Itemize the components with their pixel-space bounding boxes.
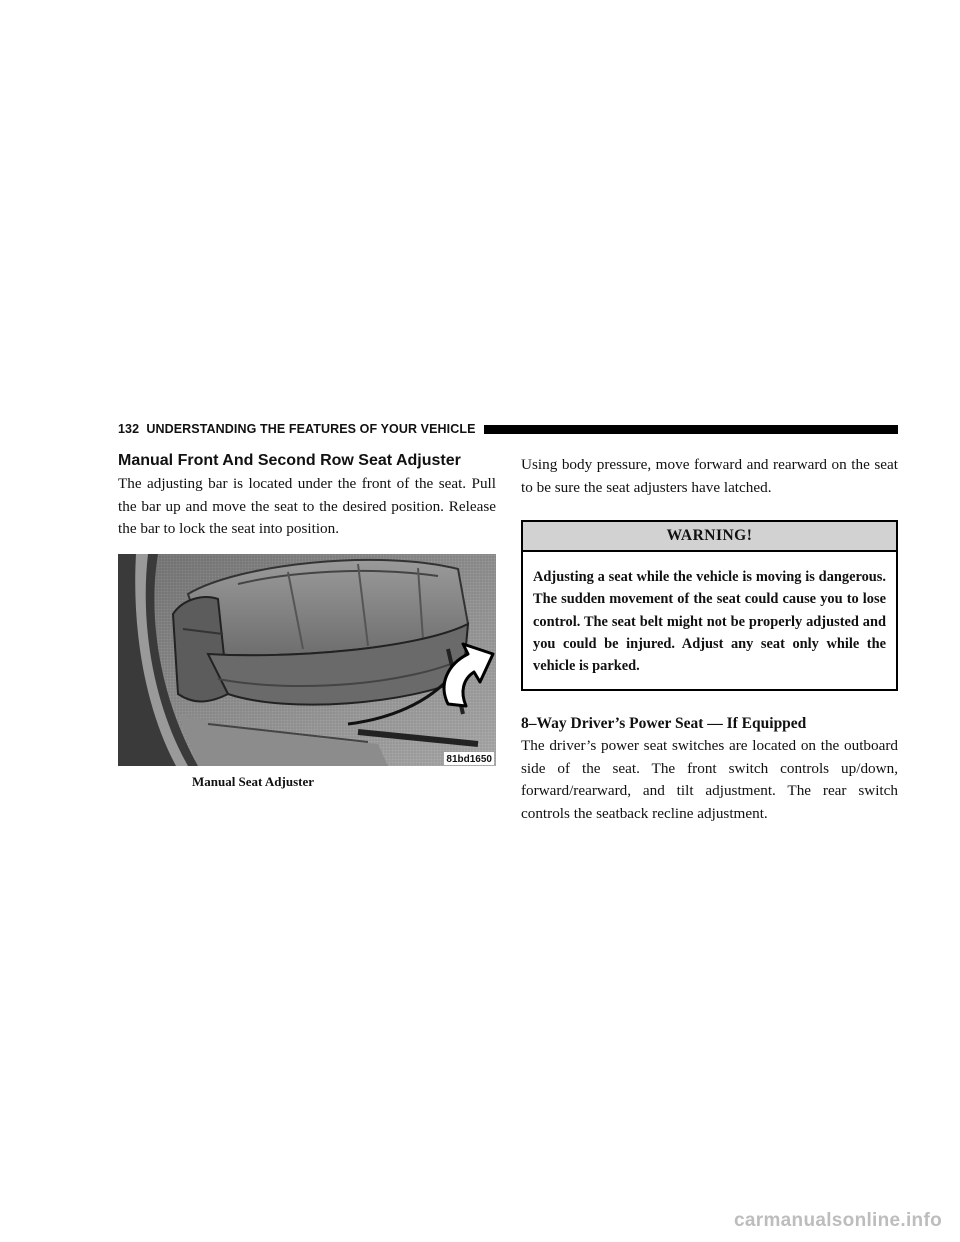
warning-heading: WARNING! — [523, 522, 896, 552]
warning-text: Adjusting a seat while the vehicle is moving is dangerous. The sudden movement of the seat could cause you to lose control. The seat belt might not be properly adjusted and you could be injured. Adjust any seat only while the vehicle is parked. — [533, 569, 886, 675]
watermark: carmanualsonline.info — [734, 1210, 942, 1231]
power-seat-paragraph: The driver’s power seat switches are located on the outboard side of the seat. The front switch controls up/down, forward/rearward, and tilt adjustment. The rear switch controls the seatback recline adjustment. — [521, 737, 898, 822]
page-header-text — [118, 422, 476, 436]
figure-caption: Manual Seat Adjuster — [191, 773, 315, 789]
right-column — [521, 454, 898, 825]
manual-seat-adjuster-paragraph: The adjusting bar is located under the front of the seat. Pull the bar up and move the seat to the desired position. Release the bar to lock the seat into position. — [118, 475, 496, 537]
figure-code: 81bd1650 — [446, 753, 492, 765]
chapter-title: UNDERSTANDING THE FEATURES OF YOUR VEHICLE — [146, 422, 476, 436]
body-pressure-paragraph: Using body pressure, move forward and rearward on the seat to be sure the seat adjusters have latched. — [521, 456, 898, 496]
manual-seat-adjuster-figure — [118, 554, 496, 766]
warning-box — [521, 520, 898, 691]
left-column — [118, 450, 496, 790]
power-seat-title: 8–Way Driver’s Power Seat — If Equipped — [521, 715, 807, 733]
page-header — [118, 419, 898, 439]
manual-seat-adjuster-title: Manual Front And Second Row Seat Adjuster — [118, 452, 461, 469]
header-rule — [484, 425, 898, 434]
seat-illustration — [118, 554, 496, 766]
page-number: 132 — [118, 422, 140, 436]
